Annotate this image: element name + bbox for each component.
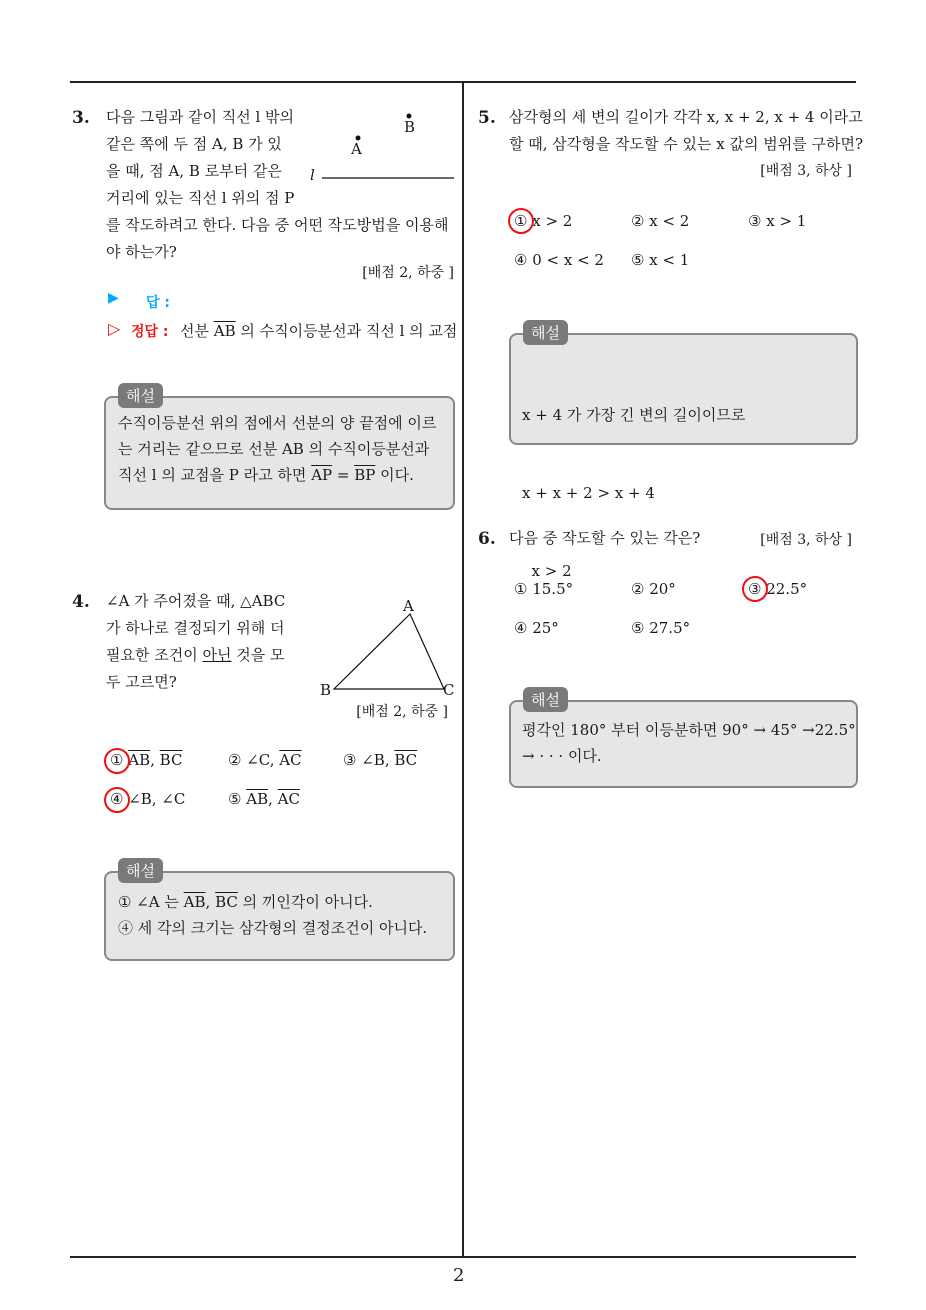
- label-a: A: [403, 597, 414, 615]
- triangle-figure: [320, 600, 460, 700]
- solution-tag: 해설: [523, 320, 568, 345]
- label-b: B: [404, 118, 416, 136]
- line-figure: [308, 108, 458, 188]
- answer-label: 답 :: [146, 295, 170, 311]
- question-text: ∠A 가 주어졌을 때, △ABC 가 하나로 결정되기 위해 더 필요한 조건이 아닌 것을 모 두 고르면?: [106, 592, 286, 691]
- label-c: C: [443, 681, 455, 699]
- score: [배점 3, 하상 ]: [760, 163, 852, 179]
- choice-3[interactable]: ③ 22.5°: [748, 580, 808, 598]
- choice-4[interactable]: ④ ∠B, ∠C: [110, 790, 186, 808]
- solution-text: 평각인 180° 부터 이등분하면 90° → 45° →22.5° → · · · 이다.: [522, 721, 856, 765]
- question-number: 5.: [478, 108, 496, 128]
- solution-text: 수직이등분선 위의 점에서 선분의 양 끝점에 이르 는 거리는 같으므로 선분 AB 의 수직이등분선과 직선 l 의 교점을 P 라고 하면 $\overline{AP} = \overline{BP}$ 이다.: [118, 414, 437, 484]
- choice-2[interactable]: ② ∠C, $\overline{AC}$: [228, 751, 302, 769]
- question-text: 다음 중 작도할 수 있는 각은?: [509, 529, 701, 547]
- answer-arrow-icon: ▶: [108, 290, 119, 306]
- correct-answer: 선분 $\overline{AB}$ 의 수직이등분선과 직선 l 의 교점: [180, 322, 458, 340]
- choice-5[interactable]: ⑤ 27.5°: [631, 619, 691, 637]
- score: [배점 3, 하상 ]: [760, 532, 852, 548]
- correct-arrow-icon: ▷: [108, 319, 121, 338]
- choice-4[interactable]: ④ 0 < x < 2: [514, 251, 604, 269]
- choice-2[interactable]: ② x < 2: [631, 212, 690, 230]
- score: [배점 2, 하중 ]: [362, 265, 454, 281]
- choice-4[interactable]: ④ 25°: [514, 619, 559, 637]
- score: [배점 2, 하중 ]: [356, 704, 448, 720]
- choice-3[interactable]: ③ x > 1: [748, 212, 807, 230]
- correct-label: 정답 :: [131, 324, 169, 340]
- solution-text: ① ∠A 는 $\overline{AB}$, $\overline{BC}$ 의 끼인각이 아니다. ④ 세 각의 크기는 삼각형의 결정조건이 아니다.: [118, 893, 428, 937]
- selected-mark-icon: [508, 208, 534, 234]
- question-text: 다음 그림과 같이 직선 l 밖의 같은 쪽에 두 점 A, B 가 있 을 때, 점 A, B 로부터 같은 거리에 있는 직선 l 위의 점 P: [106, 108, 295, 207]
- question-number: 6.: [478, 529, 496, 549]
- choice-5[interactable]: ⑤ x < 1: [631, 251, 690, 269]
- choice-1[interactable]: ① x > 2: [514, 212, 573, 230]
- solution-tag: 해설: [118, 858, 163, 883]
- solution-tag: 해설: [118, 383, 163, 408]
- choice-2[interactable]: ② 20°: [631, 580, 676, 598]
- solution-text: x + 4 가 가장 긴 변의 길이이므로 x + x + 2 > x + 4 x > 2: [522, 406, 746, 580]
- selected-mark-icon: [104, 748, 130, 774]
- question-number: 3.: [72, 108, 90, 128]
- question-number: 4.: [72, 592, 90, 612]
- question-text: 삼각형의 세 변의 길이가 각각 x, x + 2, x + 4 이라고 할 때, 삼각형을 작도할 수 있는 x 값의 범위를 구하면?: [509, 108, 863, 153]
- label-l: l: [310, 166, 315, 184]
- triangle-abc: [334, 614, 444, 689]
- choice-5[interactable]: ⑤ $\overline{AB}$, $\overline{AC}$: [228, 790, 300, 808]
- label-a: A: [351, 140, 362, 158]
- solution-tag: 해설: [523, 687, 568, 712]
- selected-mark-icon: [104, 787, 130, 813]
- selected-mark-icon: [742, 576, 768, 602]
- label-b: B: [320, 681, 332, 699]
- page-number: 2: [453, 1265, 465, 1286]
- choice-1[interactable]: ① 15.5°: [514, 580, 574, 598]
- choice-1[interactable]: ① $\overline{AB}$, $\overline{BC}$: [110, 751, 183, 769]
- choice-3[interactable]: ③ ∠B, $\overline{BC}$: [343, 751, 418, 769]
